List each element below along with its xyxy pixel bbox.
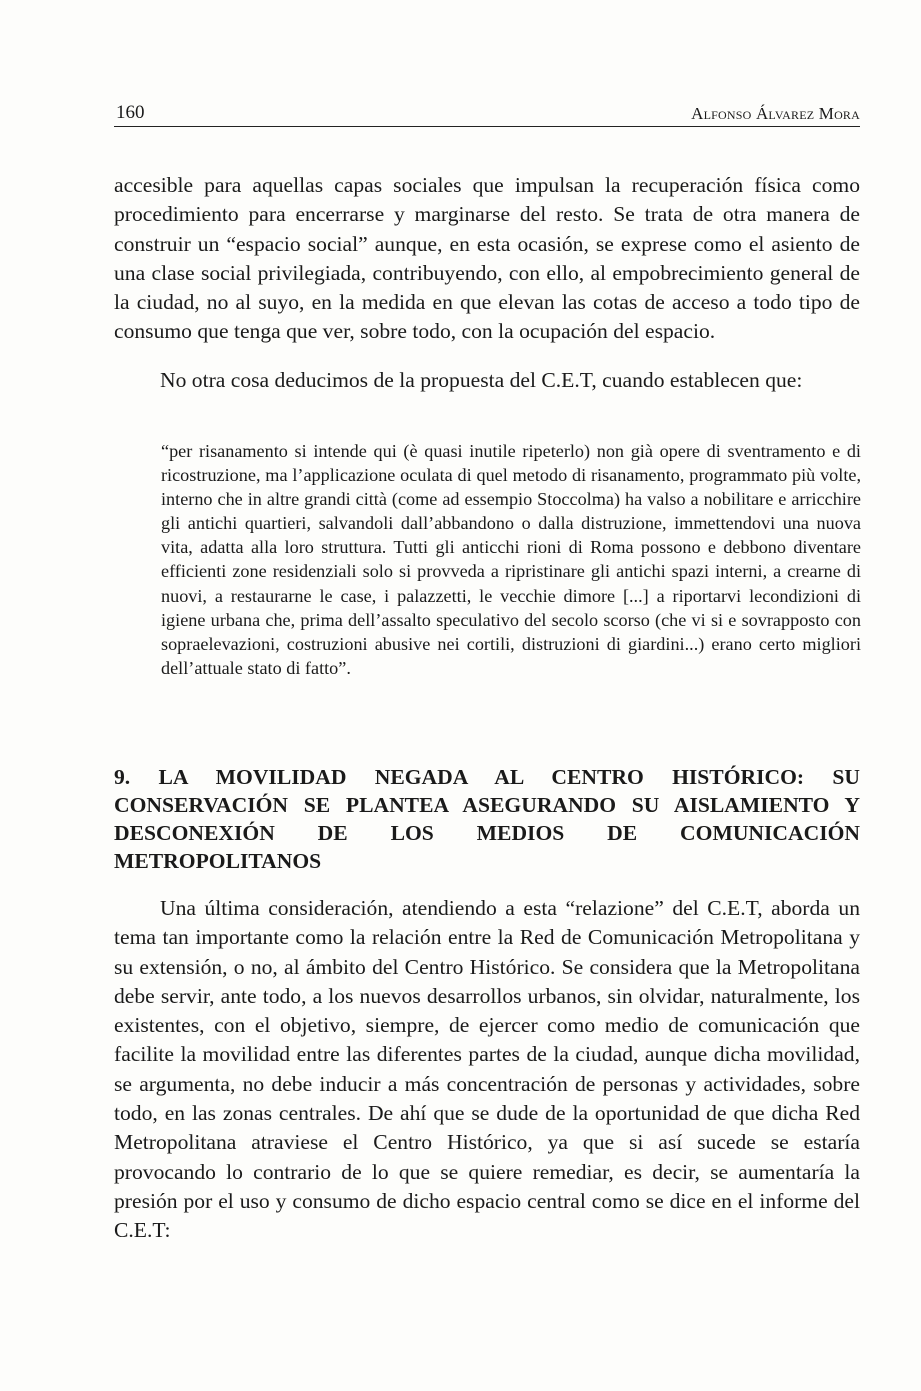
- page-number: 160: [116, 102, 145, 123]
- running-head: Alfonso Álvarez Mora: [691, 104, 860, 123]
- page-header: [114, 102, 860, 127]
- block-quote: “per risanamento si intende qui (è quasi inutile ripeterlo) non già opere di sventramento e di ricostruzione, ma l’applicazione oculata di quel metodo di risanamento, programmato più volte, interno che in altre grandi città (come ad essempio Stoccolma) ha valso a nobilitare e arricchire gli antichi quartieri, salvandoli dall’abbandono o dalla distruzione, immettendovi una nuova vita, adatta alla loro struttura. Tutti gli anticchi rioni di Roma possono e debbono diventare efficienti zone residenziali solo si provveda a ripristinare gli antichi spazi interni, a crearne di nuovi, a restaurarne le case, i palazzetti, le vecchie dimore [...] a riportarvi lecondizioni di igiene urbana che, prima dell’assalto speculativo del secolo scorso (che vi si e sovrapposto con sopraelevazioni, costruzioni abusive nei cortili, distruzioni di giardini...) erano certo migliori dell’attuale stato di fatto”.: [161, 441, 861, 678]
- section-heading: 9. LA MOVILIDAD NEGADA AL CENTRO HISTÓRICO: SU CONSERVACIÓN SE PLANTEA ASEGURANDO SU AISLAMIENTO Y DESCONEXIÓN DE LOS MEDIOS DE COMUNICACIÓN METROPOLITANOS: [114, 765, 860, 873]
- paragraph-3: Una última consideración, atendiendo a esta “relazione” del C.E.T, aborda un tema tan importante como la relación entre la Red de Comunicación Metropolitana y su extensión, o no, al ámbito del Centro Histórico. Se considera que la Metropolitana debe servir, ante todo, a los nuevos desarrollos urbanos, sin olvidar, naturalmente, los existentes, con el objetivo, siempre, de ejercer como medio de comunicación que facilite la movilidad entre las diferentes partes de la ciudad, aunque dicha movilidad, se argumenta, no debe inducir a más concentración de personas y actividades, sobre todo, en las zonas centrales. De ahí que se dude de la oportunidad de que dicha Red Metropolitana atraviese el Centro Histórico, ya que si así sucede se estaría provocando lo contrario de lo que se quiere remediar, es decir, se aumentaría la presión por el uso y consumo de dicho espacio central como se dice en el informe del C.E.T:: [114, 896, 860, 1243]
- paragraph-1: accesible para aquellas capas sociales que impulsan la recuperación física como procedimiento para encerrarse y marginarse del resto. Se trata de otra manera de construir un “espacio social” aunque, en esta ocasión, se exprese como el asiento de una clase social privilegiada, contribuyendo, con ello, al empobrecimiento general de la ciudad, no al suyo, en la medida en que elevan las cotas de acceso a todo tipo de consumo que tenga que ver, sobre todo, con la ocupación del espacio.: [114, 173, 860, 344]
- paragraph-2: No otra cosa deducimos de la propuesta del C.E.T, cuando establecen que:: [160, 368, 803, 392]
